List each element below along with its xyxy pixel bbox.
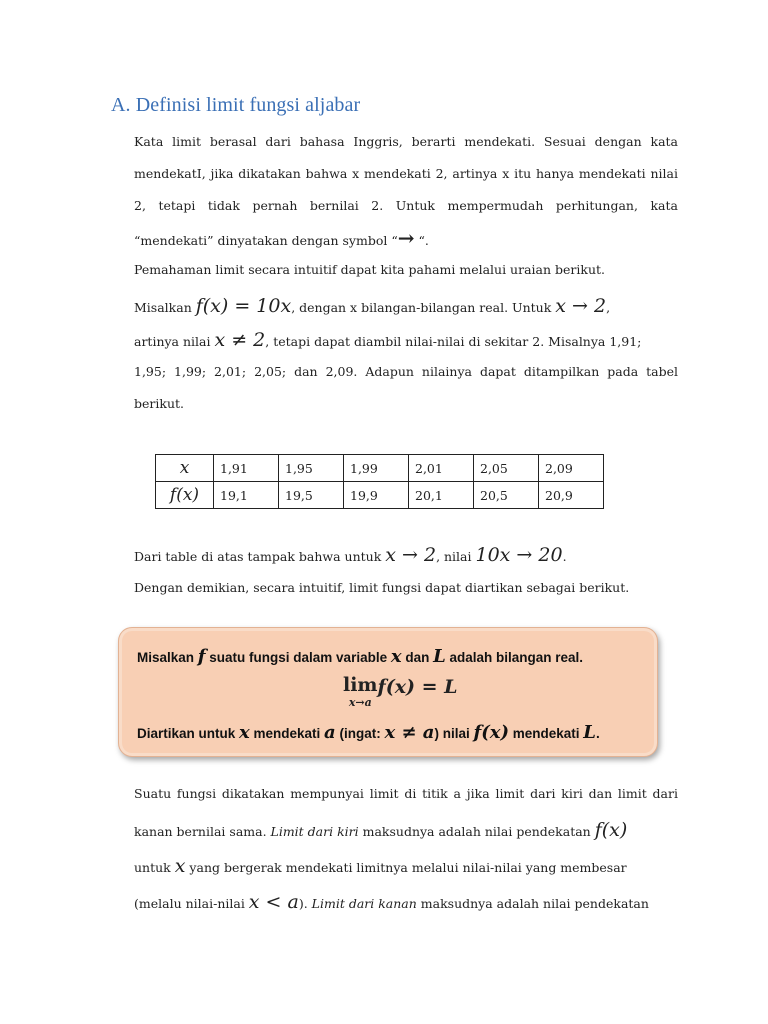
formula: 10x → 20 <box>475 544 563 566</box>
text-line <box>134 324 678 356</box>
row-label-fx: f(x) <box>156 482 214 509</box>
formula: a <box>324 722 336 743</box>
formula: x <box>174 855 186 877</box>
text-segment: , <box>606 300 611 315</box>
table-row-x <box>156 455 604 482</box>
definition-line-1 <box>137 646 583 667</box>
text-line <box>134 812 678 848</box>
text-segment: untuk <box>134 860 175 875</box>
text-segment: mendekati <box>249 726 325 741</box>
table-cell: 19,1 <box>214 482 279 509</box>
text-segment: Diartikan untuk <box>137 726 240 741</box>
table-cell: 1,91 <box>214 455 279 482</box>
arrow-symbol: → <box>397 226 415 250</box>
text-line <box>134 222 678 254</box>
text-segment: kanan bernilai sama. <box>134 824 271 839</box>
text-segment: , tetapi dapat diambil nilai-nilai di sekitar 2. Misalnya 1,91; <box>265 334 642 349</box>
table-cell: 19,5 <box>279 482 344 509</box>
text-segment: suatu fungsi dalam variable <box>205 650 391 665</box>
formula: f(x) = 10x <box>195 295 292 317</box>
lim-word: lim <box>343 674 378 696</box>
text-segment: adalah bilangan real. <box>445 650 584 665</box>
text-line: berikut. <box>134 396 184 411</box>
table-cell: 20,1 <box>409 482 474 509</box>
values-table <box>155 454 604 509</box>
table-cell: 20,5 <box>474 482 539 509</box>
text-segment: (melalu nilai-nilai <box>134 896 249 911</box>
row-label-x: x <box>156 455 214 482</box>
formula: L <box>433 646 446 667</box>
text-line: mendekatI, jika dikatakan bahwa x mendekati 2, artinya x itu hanya mendekati nilai <box>134 166 678 181</box>
text-segment: “. <box>414 233 429 248</box>
formula: x <box>239 722 250 743</box>
text-segment: , nilai <box>436 549 476 564</box>
limit-formula <box>343 676 458 708</box>
paragraph-intro <box>134 126 678 254</box>
formula: f <box>197 646 206 667</box>
text-segment: . <box>595 726 600 741</box>
lim-subscript: x→a <box>348 696 372 709</box>
table-cell: 2,05 <box>474 455 539 482</box>
paragraph-table-conclusion <box>134 538 678 572</box>
table-cell: 19,9 <box>344 482 409 509</box>
table-cell: 2,09 <box>539 455 604 482</box>
text-segment: (ingat: <box>335 726 385 741</box>
lim-operator <box>343 676 378 708</box>
paragraph-example <box>134 288 678 420</box>
formula: x ≠ 2 <box>214 329 266 351</box>
text-line <box>134 288 678 324</box>
text-line: Kata limit berasal dari bahasa Inggris, berarti mendekati. Sesuai dengan kata <box>134 134 678 149</box>
table-cell: 2,01 <box>409 455 474 482</box>
formula: f(x) <box>594 819 628 841</box>
paragraph-one-sided-limits <box>134 778 678 920</box>
text-line: 2, tetapi tidak pernah bernilai 2. Untuk mempermudah perhitungan, kata <box>134 198 678 213</box>
text-segment: mendekati <box>509 726 584 741</box>
text-line: Dengan demikian, secara intuitif, limit fungsi dapat diartikan sebagai berikut. <box>134 580 630 595</box>
paragraph-intuitive <box>134 572 678 604</box>
text-line <box>134 538 678 572</box>
text-segment: maksudnya adalah nilai pendekatan <box>416 896 649 911</box>
section-heading: A. Definisi limit fungsi aljabar <box>111 94 361 116</box>
text-segment: ). <box>298 896 312 911</box>
table-cell: 1,99 <box>344 455 409 482</box>
text-segment: “mendekati” dinyatakan dengan symbol “ <box>134 233 398 248</box>
text-segment: maksudnya adalah nilai pendekatan <box>358 824 595 839</box>
definition-line-3 <box>137 722 600 743</box>
text-line <box>134 848 678 884</box>
text-segment: , dengan x bilangan-bilangan real. Untuk <box>291 300 556 315</box>
text-line <box>134 884 678 920</box>
text-line: Pemahaman limit secara intuitif dapat kita pahami melalui uraian berikut. <box>134 262 606 277</box>
text-segment: dan <box>401 650 434 665</box>
table-cell: 1,95 <box>279 455 344 482</box>
text-segment: Misalkan <box>137 650 198 665</box>
text-segment: Misalkan <box>134 300 196 315</box>
text-segment: . <box>562 549 567 564</box>
term-right-limit: Limit dari kanan <box>311 896 417 911</box>
formula: x ≠ a <box>384 722 435 743</box>
text-segment: yang bergerak mendekati limitnya melalui nilai-nilai yang membesar <box>185 860 627 875</box>
formula: x → 2 <box>555 295 607 317</box>
paragraph-understanding <box>134 254 678 286</box>
text-line: 1,95; 1,99; 2,01; 2,05; dan 2,09. Adapun nilainya dapat ditampilkan pada tabel <box>134 364 678 379</box>
text-segment: ) nilai <box>434 726 474 741</box>
formula: x < a <box>248 891 299 913</box>
formula: x <box>390 646 402 667</box>
text-segment: artinya nilai <box>134 334 215 349</box>
lim-expression: f(x) = L <box>377 676 458 698</box>
definition-box <box>118 627 658 757</box>
formula: L <box>583 722 596 743</box>
text-line: Suatu fungsi dikatakan mempunyai limit di titik a jika limit dari kiri dan limit dari <box>134 786 678 801</box>
table-cell: 20,9 <box>539 482 604 509</box>
term-left-limit: Limit dari kiri <box>270 824 359 839</box>
formula: x → 2 <box>385 544 437 566</box>
text-segment: Dari table di atas tampak bahwa untuk <box>134 549 386 564</box>
table-row-fx <box>156 482 604 509</box>
formula: f(x) <box>473 722 509 743</box>
